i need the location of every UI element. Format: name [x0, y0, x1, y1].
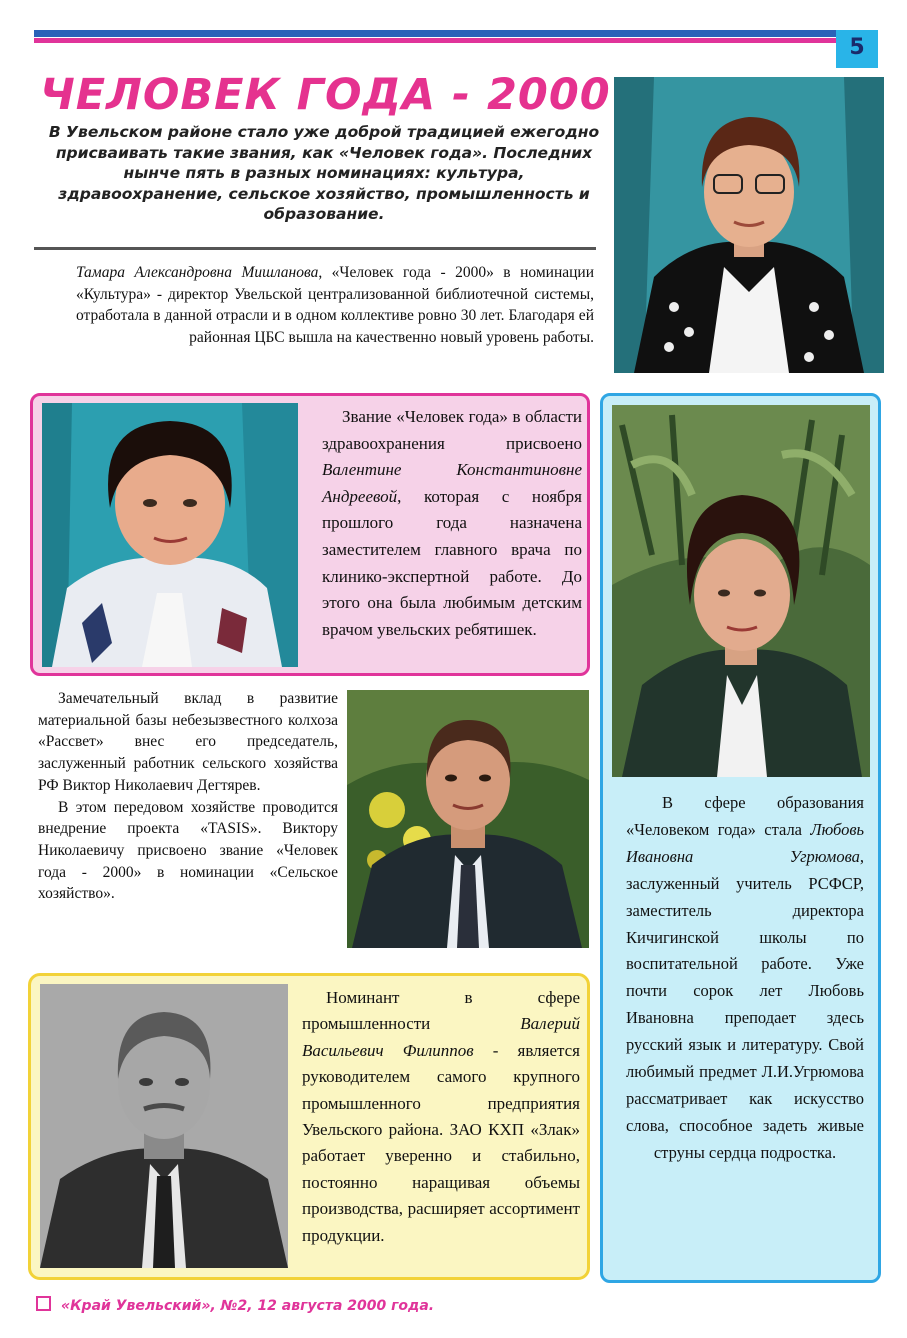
industry-text-after: - является руководителем самого крупного промышленного предприятия Увельского района. ЗАО КХП «Злак» работает уверенно и стабильно, постоянно наращивая объемы производства, расширяет ассортимент продукции.	[302, 1040, 580, 1245]
photo-agriculture-portrait	[347, 690, 589, 948]
agriculture-paragraph-1: Замечательный вклад в развитие материальной базы небезызвестного колхоза «Рассвет» внес его председатель, заслуженный работник сельского хозяйства РФ Виктор Николаевич Дегтярев.	[38, 690, 338, 794]
photo-education-portrait	[612, 405, 870, 777]
footer-text: «Край Увельский», №2, 12 августа 2000 года.	[61, 1298, 435, 1314]
culture-paragraph	[76, 262, 594, 348]
page-number: 5	[836, 30, 878, 68]
photo-culture-portrait	[614, 77, 884, 373]
education-paragraph	[626, 790, 864, 1167]
education-name: Любовь Ивановна Угрюмова	[626, 819, 864, 866]
health-name: Валентине Константиновне Андреевой	[322, 460, 582, 506]
health-text-before: Звание «Человек года» в области здравоохранения присвоено	[322, 407, 582, 453]
lead-paragraph: В Увельском районе стало уже доброй традицией ежегодно присваивать такие звания, как «Человек года». Последних нынче пять в разных номинациях: культура, здравоохранение, сельское хозяйство, промышленность и образование.	[48, 123, 600, 223]
health-paragraph	[322, 404, 582, 643]
top-rule-blue	[34, 30, 836, 37]
separator-rule	[34, 247, 596, 250]
education-text-after: , заслуженный учитель РСФСР, заместитель директора Кичигинской школы по воспитательной работе. Уже почти сорок лет Любовь Ивановна преподает здесь русский язык и литературу. Свой любимый предмет Л.И.Угрюмова рассматривает как искусство слова, способное задеть живые струны сердца подростка.	[626, 846, 864, 1162]
photo-industry-portrait	[40, 984, 288, 1268]
page-title: ЧЕЛОВЕК ГОДА - 2000	[40, 70, 611, 120]
top-rule-pink	[34, 38, 836, 43]
industry-text-before: Номинант в сфере промышленности	[302, 988, 580, 1034]
agriculture-text	[38, 688, 338, 905]
culture-text: , «Человек года - 2000» в номинации «Культура» - директор Увельской централизованной библиотечной системы, отработала в данной отрасли и в одном коллективе ровно 30 лет. Благодаря ей районная ЦБС вышла на качественно новый уровень работы.	[76, 264, 595, 346]
education-text-before: В сфере образования «Человеком года» стала	[626, 793, 864, 839]
industry-paragraph	[302, 985, 580, 1249]
health-text-after: , которая с ноября прошлого года назначена заместителем главного врача по клинико-экспертной работе. До этого она была любимым детским врачом увельских ребятишек.	[322, 486, 582, 639]
photo-health-portrait	[42, 403, 298, 667]
culture-name: Тамара Александровна Мишланова	[76, 264, 319, 281]
industry-name: Валерий Васильевич Филиппов	[302, 1014, 580, 1060]
footer-source	[36, 1296, 636, 1314]
agriculture-paragraph-2: В этом передовом хозяйстве проводится внедрение проекта «TASIS». Виктору Николаевичу присвоено звание «Человек года - 2000» в номинации «Сельское хозяйство».	[38, 798, 338, 903]
checkbox-square-icon	[36, 1296, 51, 1311]
